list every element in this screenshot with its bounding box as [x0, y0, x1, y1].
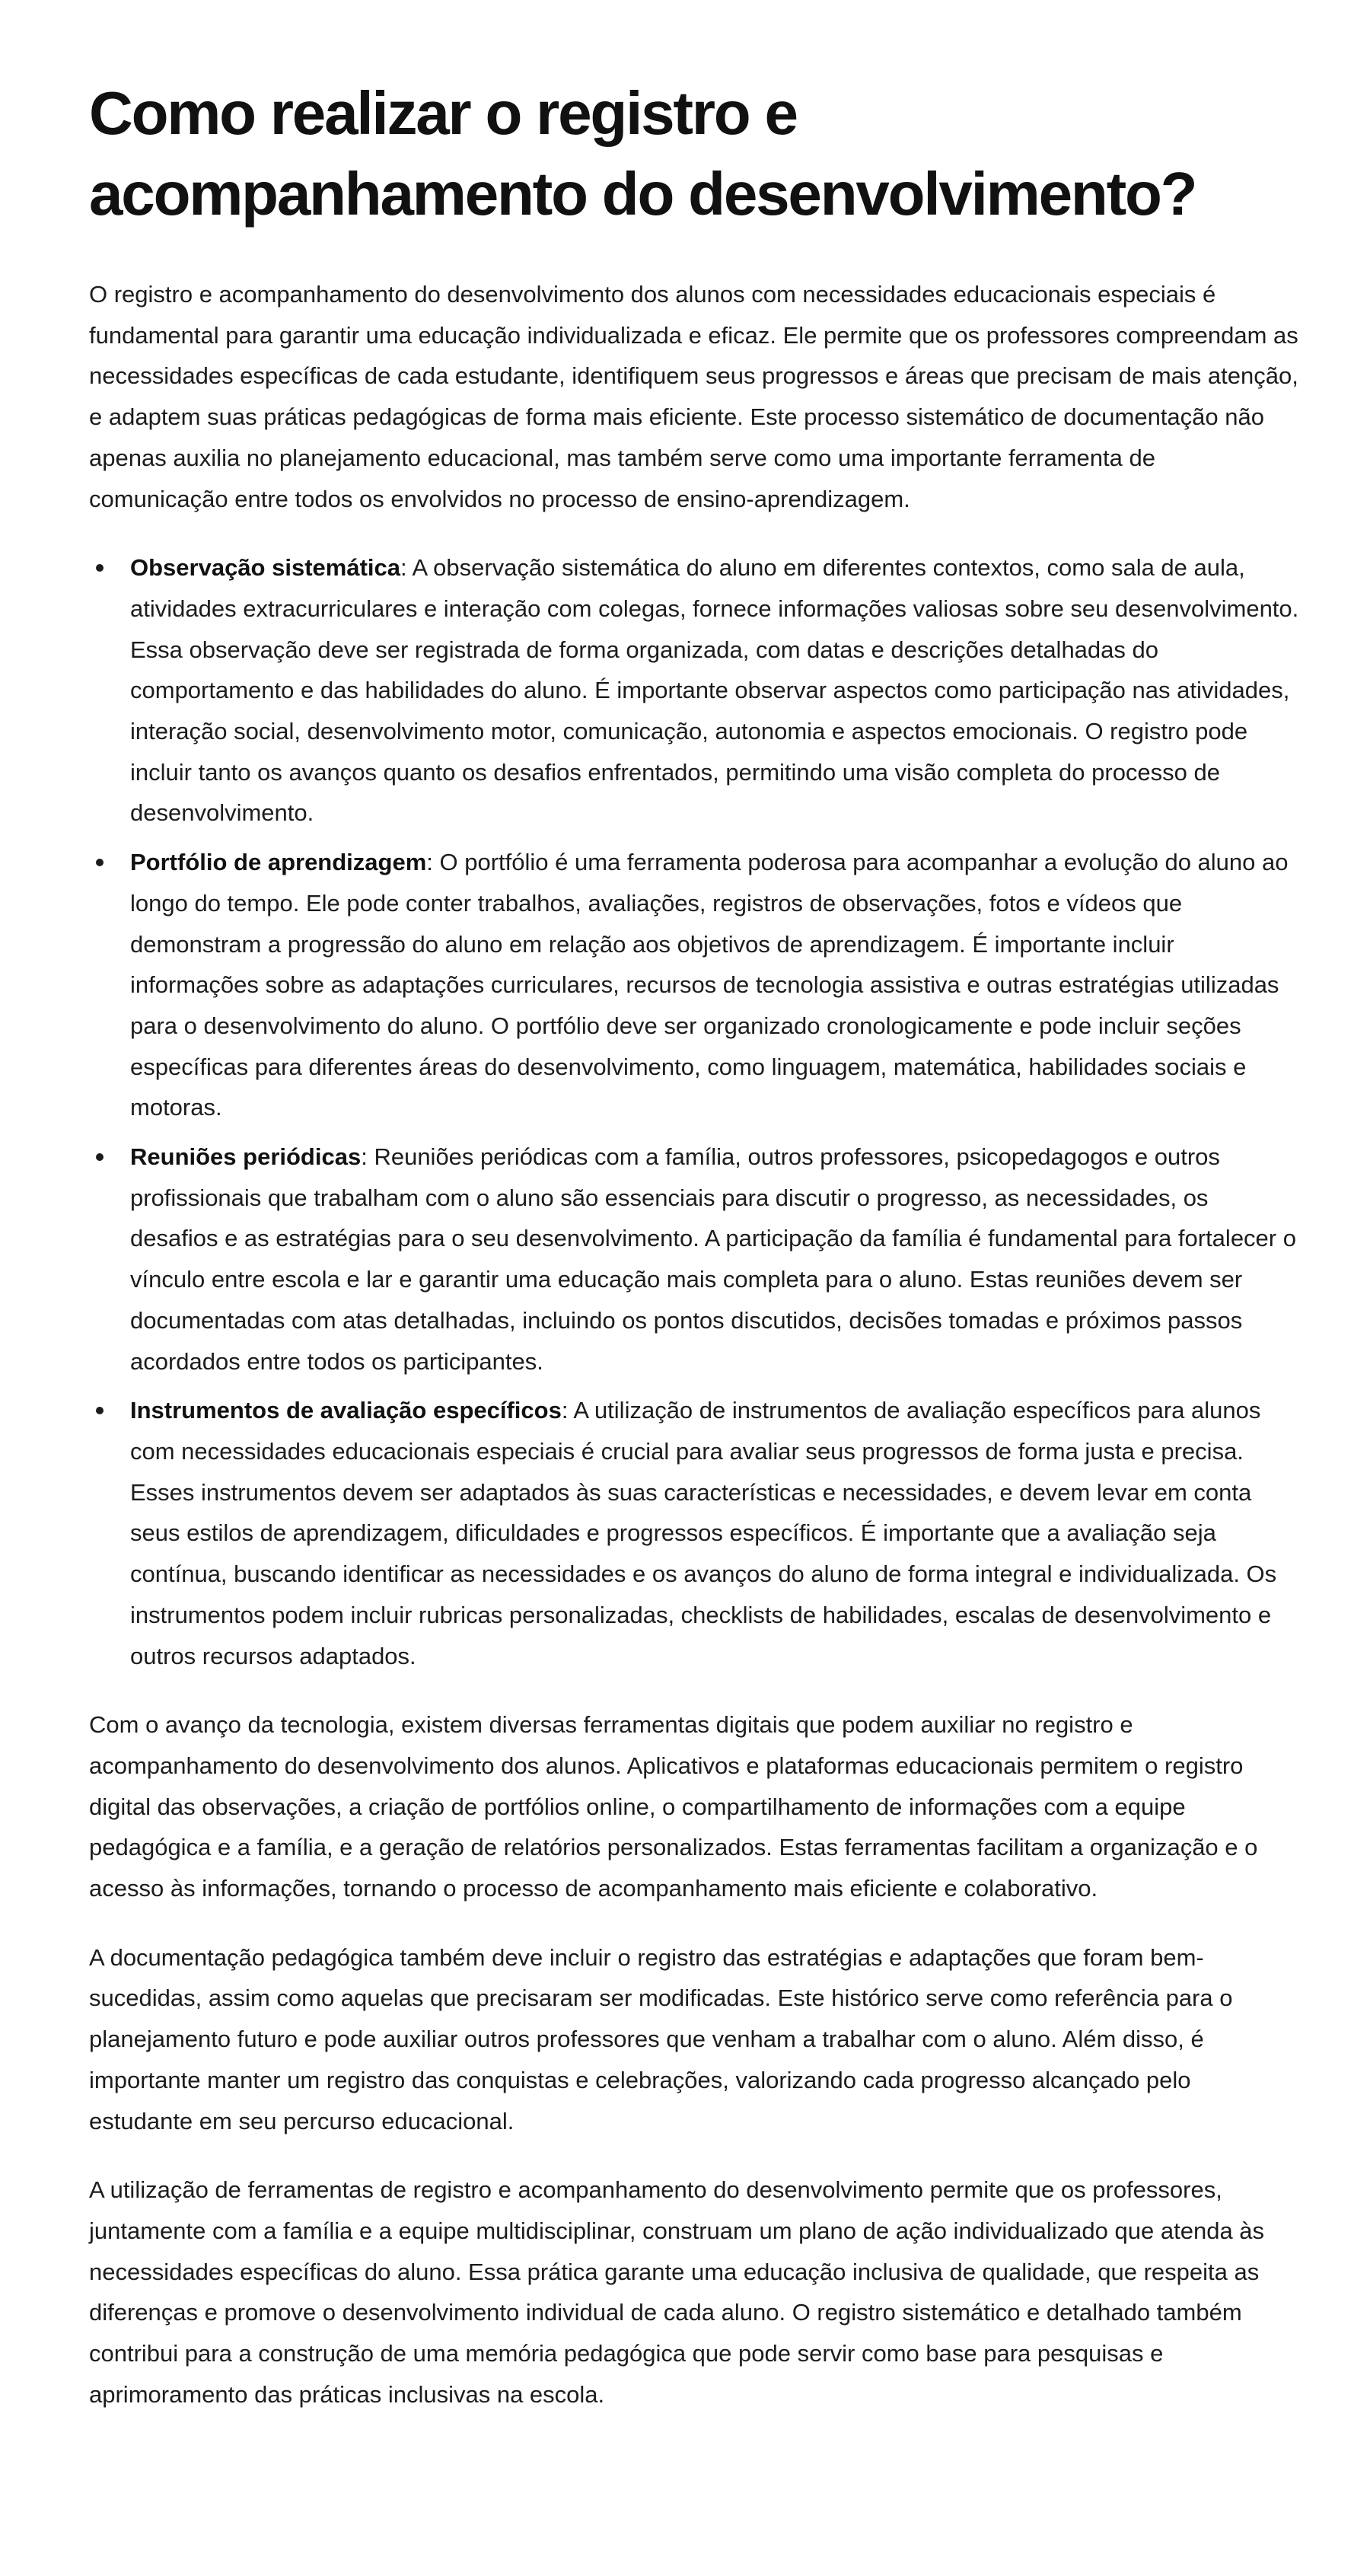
body-paragraph-conclusion: A utilização de ferramentas de registro e acompanhamento do desenvolvimento permite que os professores, juntamente com a família e a equipe multidisciplinar, construam um plano de ação individualizado que atenda às necessidades específicas do aluno. Essa prática garante uma educação inclusiva de qualidade, que respeita as diferenças e promove o desenvolvimento individual de cada aluno. O registro sistemático e detalhado também contribui para a construção de uma memória pedagógica que pode servir como base para pesquisas e aprimoramento das práticas inclusivas na escola.	[89, 2176, 1265, 2408]
bullet-list	[89, 547, 1301, 1676]
bullet-icon	[96, 564, 104, 572]
intro-paragraph: O registro e acompanhamento do desenvolvimento dos alunos com necessidades educacionais especiais é fundamental para garantir uma educação individualizada e eficaz. Ele permite que os professores compreendam as necessidades específicas de cada estudante, identifiquem seus progressos e áreas que precisam de mais atenção, e adaptem suas práticas pedagógicas de forma mais eficiente. Este processo sistemático de documentação não apenas auxilia no planejamento educacional, mas também serve como uma importante ferramenta de comunicação entre todos os envolvidos no processo de ensino-aprendizagem.	[89, 281, 1298, 512]
list-item-term: Reuniões periódicas	[130, 1143, 362, 1171]
bullet-icon	[96, 1407, 104, 1414]
list-item-term: Portfólio de aprendizagem	[130, 849, 427, 876]
bullet-icon	[96, 1153, 104, 1161]
list-item	[89, 1137, 1301, 1382]
list-item-text: : Reuniões periódicas com a família, outros professores, psicopedagogos e outros profissionais que trabalham com o aluno são essenciais para discutir o progresso, as necessidades, os desafios e as estratégias para o seu desenvolvimento. A participação da família é fundamental para fortalecer o vínculo entre escola e lar e garantir uma educação mais completa para o aluno. Estas reuniões devem ser documentadas com atas detalhadas, incluindo os pontos discutidos, decisões tomadas e próximos passos acordados entre todos os participantes.	[130, 1143, 1296, 1375]
body-paragraph-tools: Com o avanço da tecnologia, existem diversas ferramentas digitais que podem auxiliar no registro e acompanhamento do desenvolvimento dos alunos. Aplicativos e plataformas educacionais permitem o registro digital das observações, a criação de portfólios online, o compartilhamento de informações com a equipe pedagógica e a família, e a geração de relatórios personalizados. Estas ferramentas facilitam a organização e o acesso às informações, tornando o processo de acompanhamento mais eficiente e colaborativo.	[89, 1711, 1258, 1902]
bullet-icon	[96, 859, 104, 866]
list-item-term: Instrumentos de avaliação específicos	[130, 1397, 562, 1424]
body-paragraph-documentation: A documentação pedagógica também deve incluir o registro das estratégias e adaptações que foram bem-sucedidas, assim como aquelas que precisaram ser modificadas. Este histórico serve como referência para o planejamento futuro e pode auxiliar outros professores que venham a trabalhar com o aluno. Além disso, é importante manter um registro das conquistas e celebrações, valorizando cada progresso alcançado pelo estudante em seu percurso educacional.	[89, 1943, 1233, 2134]
list-item-text: : A utilização de instrumentos de avaliação específicos para alunos com necessidades educacionais especiais é crucial para avaliar seus progressos de forma justa e precisa. Esses instrumentos devem ser adaptados às suas características e necessidades, e devem levar em conta seus estilos de aprendizagem, dificuldades e progressos específicos. É importante que a avaliação seja contínua, buscando identificar as necessidades e os avanços do aluno de forma integral e individualizada. Os instrumentos podem incluir rubricas personalizadas, checklists de habilidades, escalas de desenvolvimento e outros recursos adaptados.	[130, 1397, 1277, 1669]
list-item-term: Observação sistemática	[130, 554, 400, 582]
list-item	[89, 1390, 1301, 1676]
page-title: Como realizar o registro e acompanhamento do desenvolvimento?	[89, 79, 1196, 228]
list-item-text: : A observação sistemática do aluno em diferentes contextos, como sala de aula, atividades extracurriculares e interação com colegas, fornece informações valiosas sobre seu desenvolvimento. Essa observação deve ser registrada de forma organizada, com datas e descrições detalhadas do comportamento e das habilidades do aluno. É importante observar aspectos como participação nas atividades, interação social, desenvolvimento motor, comunicação, autonomia e aspectos emocionais. O registro pode incluir tanto os avanços quanto os desafios enfrentados, permitindo uma visão completa do processo de desenvolvimento.	[130, 554, 1299, 827]
list-item	[89, 547, 1301, 834]
article	[89, 73, 1301, 2415]
list-item-text: : O portfólio é uma ferramenta poderosa para acompanhar a evolução do aluno ao longo do tempo. Ele pode conter trabalhos, avaliações, registros de observações, fotos e vídeos que demonstram a progressão do aluno em relação aos objetivos de aprendizagem. É importante incluir informações sobre as adaptações curriculares, recursos de tecnologia assistiva e outras estratégias utilizadas para o desenvolvimento do aluno. O portfólio deve ser organizado cronologicamente e pode incluir seções específicas para diferentes áreas do desenvolvimento, como linguagem, matemática, habilidades sociais e motoras.	[130, 849, 1289, 1121]
list-item	[89, 842, 1301, 1128]
